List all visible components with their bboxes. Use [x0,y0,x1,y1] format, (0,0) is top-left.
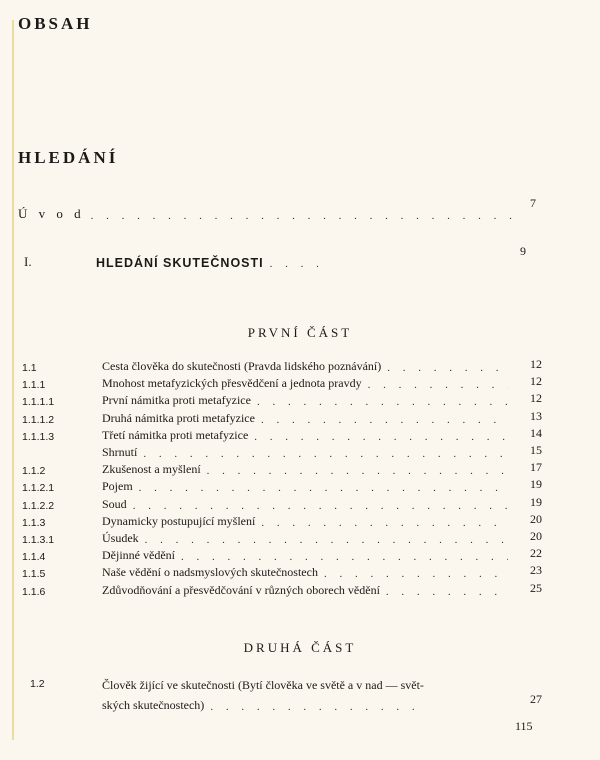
leader-dots [145,535,508,546]
entry-title-row [102,411,514,426]
entry-title: Pojem [102,479,133,494]
entry-number: 1.1.1.2 [22,413,55,426]
entry-number: 1.1.5 [22,568,46,581]
entry-page: 23 [530,563,542,578]
entry-title-row [102,359,514,374]
entry-page: 14 [530,425,542,440]
leader-dots [207,466,508,477]
entry-page: 12 [530,374,542,389]
leader-dots [386,587,508,598]
entry-number: 1.1.2.1 [22,482,55,495]
entry-title-row [102,479,514,494]
entry-title-row [102,497,514,512]
leader-dots [261,518,508,529]
page-number: 115 [515,719,533,733]
entry-title: Úsudek [102,531,139,545]
chapter-entry [24,254,324,270]
leader-dots [324,569,508,580]
leader-dots [181,552,508,563]
toc-entry [22,478,542,494]
entry-page: 22 [530,546,542,561]
entry-page: 17 [530,460,542,475]
entry-page: 20 [530,511,542,526]
entry-title: Soud [102,496,127,511]
leader-dots [143,449,508,460]
leader-dots [254,432,508,443]
entry-title: Naše vědění o nadsmyslových skutečnostech [102,565,318,580]
section-heading: HLEDÁNÍ [18,148,119,167]
binding-edge [12,20,14,740]
leader-dots [210,702,426,713]
chapter-page: 9 [520,244,526,258]
entry-number: 1.1.6 [22,585,46,598]
entry-number: 1.1.2.2 [22,499,55,512]
intro-page: 7 [530,196,536,210]
entry-title: Cesta člověka do skutečnosti (Pravda lidského poznávání) [102,359,382,373]
leader-dots [139,483,508,494]
entry-title-row [102,583,514,598]
toc-entry [22,427,542,443]
page-heading: OBSAH [18,14,93,33]
leader-dots [368,380,508,391]
entry-page: 19 [530,477,542,492]
entry-title-row [102,514,514,529]
part2-title: DRUHÁ ČÁST [243,640,357,655]
toc-entry [22,410,542,426]
entry-page: 25 [530,580,542,595]
entry-page: 12 [530,391,542,406]
entry-number: 1.2 [30,678,45,690]
entry-page: 13 [530,408,542,423]
entry-title: Zkušenost a myšlení [102,462,201,477]
entry-title-row [102,565,514,580]
entry-title-row [102,376,514,391]
entry-number: 1.1.3 [22,516,46,529]
intro-label: Ú v o d [18,206,85,221]
entry-page: 15 [530,443,542,457]
leader-dots [133,501,508,512]
toc-entry [22,547,542,563]
entry-title-row [102,548,514,563]
entry-title: Zdůvodňování a přesvědčování v různých oborech vědění [102,582,380,597]
entry-number: 1.1.1 [22,379,46,392]
toc-entry [22,530,542,546]
entry-page: 20 [530,529,542,543]
leader-dots [387,363,508,374]
entry-number: 1.1 [22,362,37,374]
leader-dots [257,397,508,408]
entry-title-row [102,462,514,477]
entry-title-line2-row [102,698,432,713]
toc-entry [22,375,542,391]
entry-page: 27 [530,692,542,706]
entry-number: 1.1.2 [22,465,46,478]
toc-entry [22,564,542,580]
entry-number: 1.1.1.1 [22,396,55,409]
toc-entry [22,496,542,512]
toc-entry [22,444,542,460]
toc-entry [22,582,542,598]
entry-title: Dějinné vědění [102,548,175,563]
entry-title: První námitka proti metafyzice [102,393,251,408]
chapter-number: I. [24,254,32,269]
entry-title: Shrnutí [102,445,138,459]
intro-entry [18,196,536,222]
entry-number: 1.1.1.3 [22,430,55,443]
entry-title-row [102,393,514,408]
entry-number: 1.1.4 [22,551,46,564]
entry-title: Třetí námitka proti metafyzice [102,427,249,442]
entry-title-row [102,445,514,460]
toc-entry [22,513,542,529]
leader-dots [91,211,512,222]
chapter-title: HLEDÁNÍ SKUTEČNOSTI [96,256,264,270]
entry-title: Druhá námitka proti metafyzice [102,410,255,425]
entry-title: Mnohost metafyzických přesvědčení a jednota pravdy [102,376,362,391]
entry-page: 12 [530,357,542,371]
entry-title-line2: ských skutečnostech) [102,698,205,712]
part1-title: PRVNÍ ČÁST [247,325,353,340]
entry-page: 19 [530,494,542,509]
entry-title-line1: Člověk žijící ve skutečnosti (Bytí člověka ve světě a v nad — svět- [102,678,424,692]
entry-title-row [102,531,514,546]
entry-number: 1.1.3.1 [22,534,55,546]
entry-title-row [102,428,514,443]
leader-dots [270,259,318,270]
toc-entry [22,461,542,477]
entry-title: Dynamicky postupující myšlení [102,513,256,528]
leader-dots [261,415,508,426]
toc-entry [22,358,542,374]
toc-entry [22,392,542,408]
